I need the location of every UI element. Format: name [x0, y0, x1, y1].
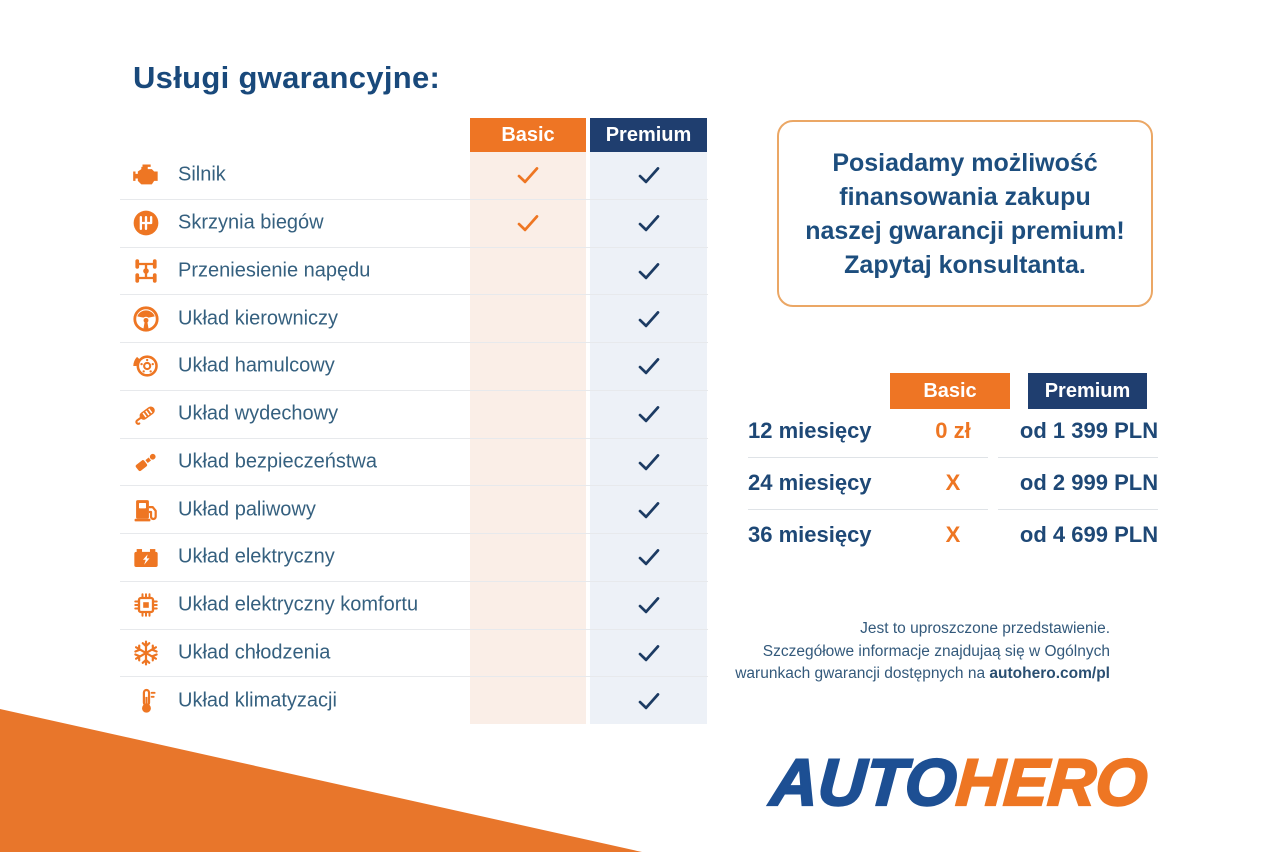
service-row	[120, 677, 708, 724]
pricing-table	[748, 405, 1162, 561]
pricing-term: 12 miesięcy	[748, 418, 872, 443]
checkmark-icon	[637, 357, 661, 376]
pricing-row	[748, 509, 1162, 561]
premium-check-cell	[590, 596, 707, 615]
basic-column-header: Basic	[470, 118, 586, 152]
fuel-pump-icon	[130, 496, 162, 524]
service-label: Układ kierowniczy	[178, 307, 339, 330]
pricing-term: 24 miesięcy	[748, 470, 872, 495]
checkmark-icon	[637, 214, 661, 233]
pricing-basic-value: X	[945, 470, 961, 495]
drivetrain-icon	[130, 257, 162, 285]
checkmark-icon	[516, 214, 540, 233]
pricing-basic-value: 0 zł	[935, 418, 971, 443]
disclaimer-line: warunkach gwarancji dostępnych na autohero.com/pl	[735, 665, 1110, 682]
brake-disc-icon	[130, 352, 162, 380]
basic-check-cell	[470, 166, 586, 185]
autohero-url: autohero.com/pl	[989, 665, 1110, 682]
premium-check-cell	[590, 357, 707, 376]
premium-check-cell	[590, 261, 707, 280]
divider	[998, 509, 1158, 510]
checkmark-icon	[637, 596, 661, 615]
premium-check-cell	[590, 500, 707, 519]
service-label: Układ paliwowy	[178, 498, 316, 521]
pricing-basic-header: Basic	[890, 373, 1010, 409]
service-row	[120, 152, 708, 200]
service-row	[120, 343, 708, 391]
battery-icon	[130, 543, 162, 571]
snowflake-icon	[130, 639, 162, 667]
service-label: Układ hamulcowy	[178, 354, 335, 377]
premium-check-cell	[590, 405, 707, 424]
pricing-row	[748, 405, 1162, 457]
service-label: Układ chłodzenia	[178, 641, 331, 664]
divider	[998, 457, 1158, 458]
premium-check-cell	[590, 452, 707, 471]
premium-check-cell	[590, 548, 707, 567]
checkmark-icon	[637, 500, 661, 519]
divider	[748, 509, 988, 510]
service-label: Układ bezpieczeństwa	[178, 450, 377, 473]
pricing-term: 36 miesięcy	[748, 522, 872, 547]
logo-auto-text: AUTO	[768, 745, 960, 819]
disclaimer	[735, 618, 1110, 686]
service-row	[120, 630, 708, 678]
disclaimer-line: Szczegółowe informacje znajdujaą się w Ogólnych	[762, 642, 1110, 660]
service-row	[120, 534, 708, 582]
service-row	[120, 486, 708, 534]
steering-wheel-icon	[130, 305, 162, 333]
checkmark-icon	[637, 261, 661, 280]
pricing-basic-value: X	[945, 522, 961, 547]
chip-icon	[130, 591, 162, 619]
pricing-premium-value: od 4 699 PLN	[1019, 522, 1159, 547]
pricing-premium-value: od 2 999 PLN	[1019, 470, 1159, 495]
service-row	[120, 582, 708, 630]
pricing-premium-value: od 1 399 PLN	[1019, 418, 1159, 443]
premium-check-cell	[590, 214, 707, 233]
financing-note-line: naszej gwarancji premium!	[805, 216, 1125, 245]
checkmark-icon	[637, 691, 661, 710]
thermometer-icon	[130, 687, 162, 715]
financing-note-box	[777, 120, 1153, 307]
service-row	[120, 200, 708, 248]
exhaust-icon	[130, 400, 162, 428]
service-label: Przeniesienie napędu	[178, 259, 371, 282]
service-row	[120, 295, 708, 343]
service-row	[120, 248, 708, 296]
checkmark-icon	[516, 166, 540, 185]
disclaimer-line: Jest to uproszczone przedstawienie.	[860, 620, 1110, 637]
logo-hero-text: HERO	[953, 745, 1150, 819]
premium-check-cell	[590, 309, 707, 328]
service-row	[120, 439, 708, 487]
service-label: Układ klimatyzacji	[178, 689, 337, 712]
premium-check-cell	[590, 643, 707, 662]
checkmark-icon	[637, 548, 661, 567]
financing-note-line: Zapytaj konsultanta.	[844, 250, 1086, 279]
service-label: Układ elektryczny	[178, 545, 335, 568]
pricing-premium-header: Premium	[1028, 373, 1147, 409]
financing-note-line: finansowania zakupu	[839, 182, 1091, 211]
checkmark-icon	[637, 643, 661, 662]
checkmark-icon	[637, 166, 661, 185]
autohero-logo	[753, 744, 1164, 820]
services-table	[120, 152, 708, 724]
premium-check-cell	[590, 166, 707, 185]
premium-column-header: Premium	[590, 118, 707, 152]
financing-note-line: Posiadamy możliwość	[832, 148, 1098, 177]
seatbelt-icon	[130, 448, 162, 476]
service-label: Układ wydechowy	[178, 402, 339, 425]
service-label: Skrzynia biegów	[178, 211, 324, 234]
premium-check-cell	[590, 691, 707, 710]
basic-check-cell	[470, 214, 586, 233]
service-label: Układ elektryczny komfortu	[178, 593, 419, 616]
service-label: Silnik	[178, 163, 226, 186]
checkmark-icon	[637, 405, 661, 424]
engine-icon	[130, 161, 162, 189]
gearbox-icon	[130, 209, 162, 237]
checkmark-icon	[637, 452, 661, 471]
service-row	[120, 391, 708, 439]
page-title: Usługi gwarancyjne:	[133, 60, 441, 95]
divider	[748, 457, 988, 458]
pricing-row	[748, 457, 1162, 509]
checkmark-icon	[637, 309, 661, 328]
bottom-left-orange-wedge	[0, 709, 642, 852]
